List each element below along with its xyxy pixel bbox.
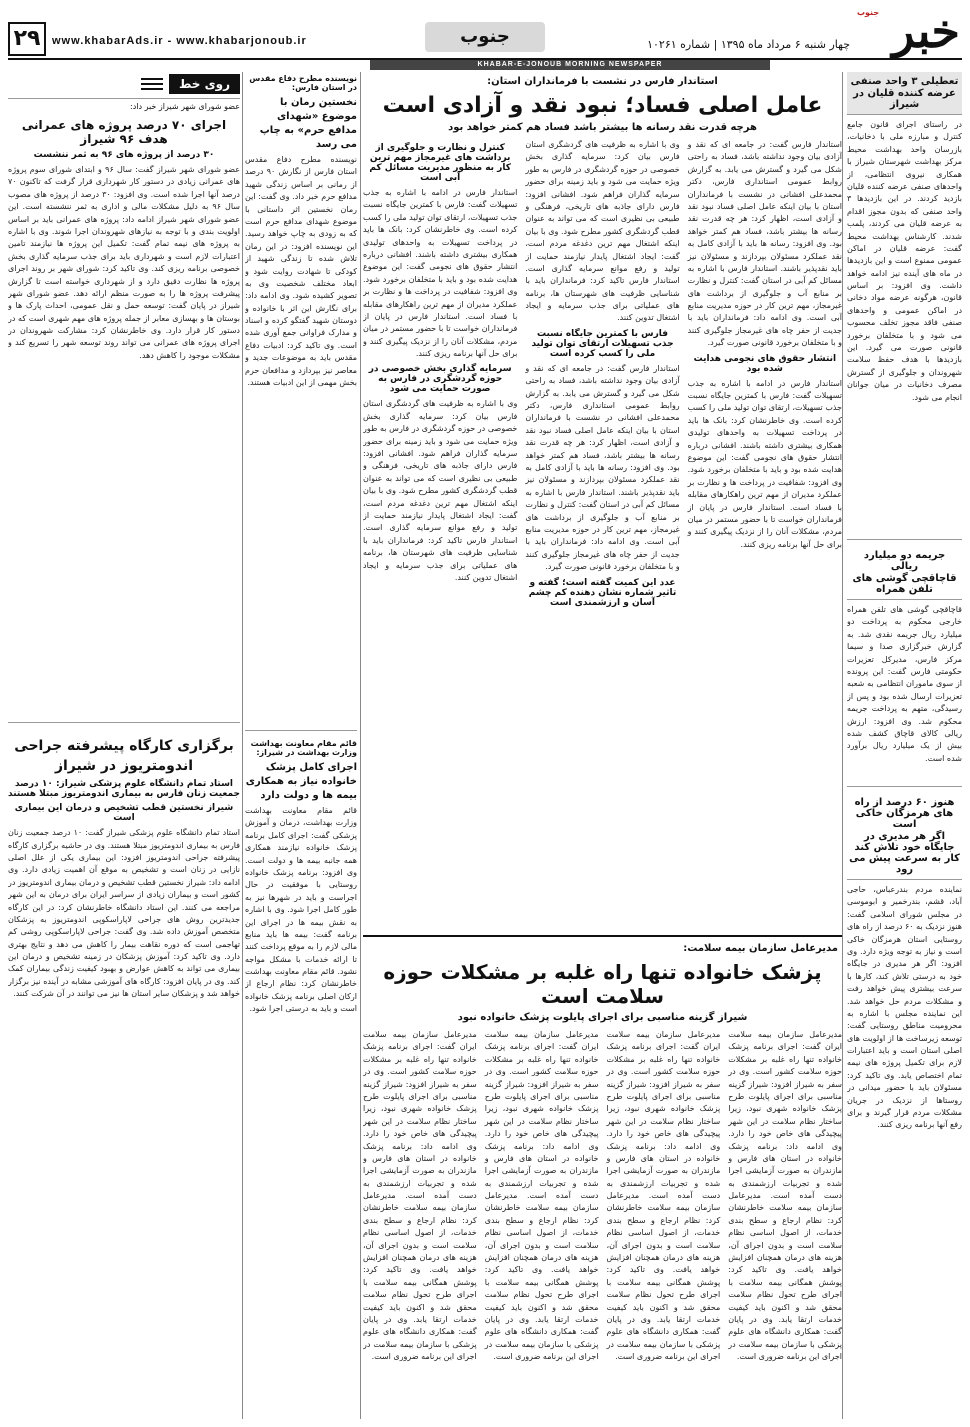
story-text: مدیرعامل سازمان بیمه سلامت ایران گفت: اجرای برنامه پزشک خانواده تنها راه غلبه بر مشکلات حوزه سلامت کشور است. وی در سفر به شیراز افزود: شیراز گزینه مناسبی برای اجرای پایلوت طرح پزشک خانواده شهری نبود، زیرا ساختار نظام سلامت در این شهر پیچیدگی های خاص خود را دارد. وی ادامه داد: برنامه پزشک خانواده در استان های فارس و مازندران به صورت آزمایشی اجرا شده و تجربیات ارزشمندی به دست آمده است. مدیرعامل سازمان بیمه سلامت خاطرنشان کرد: نظام ارجاع و سطح بندی خدمات، از اصول اساسی نظام سلامت است و بدون اجرای آن، هزینه های درمان همچنان افزایش خواهد یافت. وی تاکید کرد: پوشش همگانی بیمه سلامت با اجرای طرح تحول نظام سلامت محقق شد و اکنون باید کیفیت خدمات ارتقا یابد. وی در پایان گفت: همکاری دانشگاه های علوم پزشکی با سازمان بیمه سلامت در اجرای این برنامه ضروری است. [606, 1030, 721, 1362]
mid-body: نویسنده مطرح دفاع مقدس استان فارس از نگارش ۹۰ درصد از رمانی بر اساس زندگی شهید مدافع حرم خبر داد. وی گفت: این رمان نخستین اثر داستانی با موضوع شهدای مدافع حرم است که به زودی به چاپ خواهد رسید. این نویسنده افزود: در این رمان تلاش شده تا زندگی شهید از کودکی تا شهادت روایت شود و ابعاد مختلف شخصیت وی به تصویر کشیده شود. وی ادامه داد: برای نگارش این اثر با خانواده و دوستان شهید گفتگو کرده و اسناد و مدارک فراوانی جمع آوری شده است. وی تاکید کرد: ادبیات دفاع مقدس باید به موضوعات جدید و معاصر نیز بپردازد و مدافعان حرم بخش مهمی از این ادبیات هستند. [245, 155, 357, 388]
story-text: استاندار فارس در ادامه با اشاره به جذب تسهیلات گفت: فارس با کمترین جایگاه نسبت جذب تسهیلات، ارتقای توان تولید ملی را کسب کرده است. وی خاطرنشان کرد: بانک ها باید در پرداخت تسهیلات به واحدهای تولیدی همکاری بیشتری داشته باشند. افشانی درباره انتشار حقوق های نجومی گفت: این موضوع هدایت شده بود و باید با متخلفان برخورد شود. وی افزود: شفافیت در پرداخت ها و نظارت بر عملکرد مدیران از مهم ترین راهکارهای مقابله با فساد است. استاندار فارس در پایان از فرمانداران خواست تا با حضور مستمر در میان مردم، مشکلات آنان را از نزدیک پیگیری کنند و برای حل آنها برنامه ریزی کنند. [687, 378, 842, 549]
masthead [0, 0, 970, 70]
inline-heading: کنترل و نظارت و جلوگیری از برداشت های غیرمجاز مهم ترین کار به منظور مدیریت مسائل کم آبی است [369, 143, 511, 183]
story-divider [363, 935, 842, 937]
newspaper-logo [855, 4, 960, 66]
inline-heading: عدد این کمیت گفته است؛ گفته و تاثیر شماره نشان دهنده کم چشم آسان و ارزشمندی است [528, 577, 677, 608]
left-subhead: استاد تمام دانشگاه علوم پزشکی شیراز: ۱۰ درصد جمعیت زنان فارس به بیماری اندومتریوز مبتلا هستند [8, 779, 240, 800]
lines-icon [141, 76, 163, 92]
left-subhead: شیراز نخستین قطب تشخیص و درمان این بیماری است [14, 803, 234, 824]
divider [847, 786, 962, 787]
news-body: قاچاقچی گوشی های تلفن همراه خارجی محکوم به پرداخت دو میلیارد ریال جریمه نقدی شد. به گزارش خبرگزاری صدا و سیما مرکز فارس، مدیرکل تعزیرات حکومتی فارس گفت: این پرونده از سوی ماموران انتظامی به شعبه تعزیرات ارسال شده بود و پس از رسیدگی، متهم به پرداخت جریمه محکوم شد. وی افزود: ارزش ریالی کالای قاچاق کشف شده بیش از یک میلیارد ریال برآورد شده است. [847, 605, 962, 763]
mid-kicker: قائم مقام معاونت بهداشت وزارت بهداشت در شیراز: [250, 739, 357, 757]
left-headline[interactable]: اجرای ۷۰ درصد پروژه های عمرانی هدف ۹۶ شیراز [21, 118, 227, 146]
story-text: استاندار فارس گفت: در جامعه ای که نقد و آزادی بیان وجود نداشته باشد، فساد به راحتی شکل می گیرد و گسترش می یابد. به گزارش روابط عمومی استانداری فارس، دکتر محمدعلی افشانی در نشست با فرمانداران استان با بیان اینکه عامل اصلی فساد نبود نقد و آزادی است، اظهار کرد: هر چه قدرت نقد رسانه ها بیشتر باشد، فساد هم کمتر خواهد بود. وی افزود: رسانه ها باید با آزادی کامل به نقد عملکرد مسئولان بپردازند و مسئولان نیز باید نقدپذیر باشند. استاندار فارس با اشاره به مسائل کم آبی در استان گفت: کنترل و نظارت بر منابع آب و جلوگیری از برداشت های غیرمجاز، مهم ترین کار در حوزه مدیریت منابع آبی است. وی ادامه داد: فرمانداران باید با جدیت از حفر چاه های غیرمجاز جلوگیری کنند و با متخلفان برخورد قانونی صورت گیرد. [687, 140, 842, 348]
mid-headline[interactable]: نخستین رمان با موضوع «شهدای مدافع حرم» به چاپ می رسد [259, 97, 357, 150]
story-text: مدیرعامل سازمان بیمه سلامت ایران گفت: اجرای برنامه پزشک خانواده تنها راه غلبه بر مشکلات حوزه سلامت کشور است. وی در سفر به شیراز افزود: شیراز گزینه مناسبی برای اجرای پایلوت طرح پزشک خانواده شهری نبود، زیرا ساختار نظام سلامت در این شهر پیچیدگی های خاص خود را دارد. وی ادامه داد: برنامه پزشک خانواده در استان های فارس و مازندران به صورت آزمایشی اجرا شده و تجربیات ارزشمندی به دست آمده است. مدیرعامل سازمان بیمه سلامت خاطرنشان کرد: نظام ارجاع و سطح بندی خدمات، از اصول اساسی نظام سلامت است و بدون اجرای آن، هزینه های درمان همچنان افزایش خواهد یافت. وی تاکید کرد: پوشش همگانی بیمه سلامت با اجرای طرح تحول نظام سلامت محقق شد و اکنون باید کیفیت خدمات ارتقا یابد. وی در پایان گفت: همکاری دانشگاه های علوم پزشکی با سازمان بیمه سلامت در اجرای این برنامه ضروری است. [484, 1030, 599, 1362]
story2-kicker: مدیرعامل سازمان بیمه سلامت: [683, 943, 838, 954]
header-strip: KHABAR-E-JONOUB MORNING NEWSPAPER [370, 60, 770, 70]
main-column [363, 72, 842, 1419]
main-subhead: هرچه قدرت نقد رسانه ها بیشتر باشد فساد هم کمتر خواهد بود [448, 122, 757, 133]
story-text: وی با اشاره به ظرفیت های گردشگری استان فارس بیان کرد: سرمایه گذاری بخش خصوصی در حوزه گردشگری در فارس به طور ویژه حمایت می شود و باید زمینه برای حضور سرمایه گذاران فراهم شود. افشانی افزود: فارس دارای جاذبه های تاریخی، فرهنگی و طبیعی بی نظیری است که می تواند به عنوان قطب گردشگری کشور مطرح شود. وی با بیان اینکه اشتغال مهم ترین دغدغه مردم است، گفت: ایجاد اشتغال پایدار نیازمند حمایت از تولید و رفع موانع سرمایه گذاری است. استاندار فارس تاکید کرد: فرمانداران باید با شناسایی ظرفیت های شهرستان ها، برنامه های عملیاتی برای جذب سرمایه و ایجاد اشتغال تدوین کنند. [363, 399, 518, 582]
inline-heading: فارس با کمترین جایگاه نسبت جذب تسهیلات ارتقای توان تولید ملی را کسب کرده است [531, 328, 674, 359]
left-kicker: عضو شورای شهر شیراز خبر داد: [130, 102, 240, 111]
section-label: جنوب [425, 22, 545, 52]
text-column [525, 139, 679, 929]
ruye-khat-banner [8, 72, 240, 99]
story2-headline[interactable]: پزشک خانواده تنها راه غلبه بر مشکلات حوزه سلامت است [383, 960, 822, 1008]
story2-body [363, 1029, 842, 1419]
news-subtitle: عرضه کننده قلیان در شیراز [847, 88, 962, 115]
news-title: تعطیلی ۳ واحد صنفی [850, 76, 959, 87]
story-text: مدیرعامل سازمان بیمه سلامت ایران گفت: اجرای برنامه پزشک خانواده تنها راه غلبه بر مشکلات حوزه سلامت کشور است. وی در سفر به شیراز افزود: شیراز گزینه مناسبی برای اجرای پایلوت طرح پزشک خانواده شهری نبود، زیرا ساختار نظام سلامت در این شهر پیچیدگی های خاص خود را دارد. وی ادامه داد: برنامه پزشک خانواده در استان های فارس و مازندران به صورت آزمایشی اجرا شده و تجربیات ارزشمندی به دست آمده است. مدیرعامل سازمان بیمه سلامت خاطرنشان کرد: نظام ارجاع و سطح بندی خدمات، از اصول اساسی نظام سلامت است و بدون اجرای آن، هزینه های درمان همچنان افزایش خواهد یافت. وی تاکید کرد: پوشش همگانی بیمه سلامت با اجرای طرح تحول نظام سلامت محقق شد و اکنون باید کیفیت خدمات ارتقا یابد. وی در پایان گفت: همکاری دانشگاه های علوم پزشکی با سازمان بیمه سلامت در اجرای این برنامه ضروری است. [728, 1030, 842, 1362]
mid-body: قائم مقام معاونت بهداشت وزارت بهداشت، درمان و آموزش پزشکی گفت: اجرای کامل برنامه پزشک خانواده نیازمند همکاری همه جانبه بیمه ها و دولت است. وی افزود: برنامه پزشک خانواده روستایی با موفقیت در حال اجراست و باید در شهرها نیز به طور کامل اجرا شود. وی با اشاره به نقش بیمه ها در اجرای این برنامه گفت: بیمه ها باید منابع مالی لازم را به موقع پرداخت کنند تا ارائه خدمات با مشکل مواجه نشود. قائم مقام معاونت بهداشت خاطرنشان کرد: نظام ارجاع از ارکان اصلی برنامه پزشک خانواده است و باید به درستی اجرا شود. [245, 806, 357, 1014]
column-divider [842, 72, 843, 1419]
divider [245, 730, 357, 731]
main-story-body [363, 139, 842, 929]
news-subtitle: قاچاقچی گوشی های تلفن همراه [847, 573, 962, 600]
section-badge: روی خط [169, 74, 240, 94]
page-number: ۲۹ [8, 22, 46, 56]
story-text: وی با اشاره به ظرفیت های گردشگری استان فارس بیان کرد: سرمایه گذاری بخش خصوصی در حوزه گردشگری در فارس به طور ویژه حمایت می شود و باید زمینه برای حضور سرمایه گذاران فراهم شود. افشانی افزود: فارس دارای جاذبه های تاریخی، فرهنگی و طبیعی بی نظیری است که می تواند به عنوان قطب گردشگری کشور مطرح شود. وی با بیان اینکه اشتغال مهم ترین دغدغه مردم است، گفت: ایجاد اشتغال پایدار نیازمند حمایت از تولید و رفع موانع سرمایه گذاری است. استاندار فارس تاکید کرد: فرمانداران باید با شناسایی ظرفیت های شهرستان ها، برنامه های عملیاتی برای جذب سرمایه و ایجاد اشتغال تدوین کنند. [525, 140, 680, 323]
right-column [847, 72, 962, 1419]
main-headline[interactable]: عامل اصلی فساد؛ نبود نقد و آزادی است [382, 93, 823, 118]
column-divider [242, 72, 243, 1419]
left-column [8, 72, 240, 1419]
mid-kicker: نویسنده مطرح دفاع مقدس در استان فارس: [249, 74, 357, 92]
story-text: استاندار فارس در ادامه با اشاره به جذب تسهیلات گفت: فارس با کمترین جایگاه نسبت جذب تسهیلات، ارتقای توان تولید ملی را کسب کرده است. وی خاطرنشان کرد: بانک ها باید در پرداخت تسهیلات به واحدهای تولیدی همکاری بیشتری داشته باشند. افشانی درباره انتشار حقوق های نجومی گفت: این موضوع هدایت شده بود و باید با متخلفان برخورد شود. وی افزود: شفافیت در پرداخت ها و نظارت بر عملکرد مدیران از مهم ترین راهکارهای مقابله با فساد است. استاندار فارس در پایان از فرمانداران خواست تا با حضور مستمر در میان مردم، مشکلات آنان را از نزدیک پیگیری کنند و برای حل آنها برنامه ریزی کنند. [363, 188, 518, 359]
logo-text: خبر [892, 4, 960, 58]
middle-column [245, 72, 357, 1419]
date-issue-line: چهار شنبه ۶ مرداد ماه ۱۳۹۵ | شماره ۱۰۲۶۱ [647, 38, 850, 51]
news-body: در راستای اجرای قانون جامع کنترل و مبارزه ملی با دخانیات، بازرسان واحد بهداشت محیط مرکز بهداشت شهرستان شیراز با همکاری نیروی انتظامی، از واحدهای صنفی عرضه کننده قلیان بازدید کردند. در این بازدیدها ۳ واحد صنفی که بدون مجوز اقدام به عرضه قلیان می کردند، پلمب شدند. کارشناس بهداشت محیط گفت: عرضه قلیان در اماکن عمومی ممنوع است و این بازدیدها در ماه های آینده نیز ادامه خواهد داشت. وی افزود: بر اساس قانون، هرگونه عرضه مواد دخانی در اماکن عمومی و واحدهای صنفی فاقد مجوز تخلف محسوب می شود و با متخلفان برخورد قانونی صورت می گیرد. این بازدیدها با هدف حفظ سلامت شهروندان و جلوگیری از گسترش مصرف دخانیات در میان جوانان انجام می شود. [847, 120, 962, 402]
column-divider [360, 72, 361, 1419]
left-body: استاد تمام دانشگاه علوم پزشکی شیراز گفت: ۱۰ درصد جمعیت زنان فارس به بیماری اندومتریوز مبتلا هستند. وی در حاشیه برگزاری کارگاه پیشرفته جراحی اندومتریوز افزود: این بیماری یکی از علل اصلی نازایی در زنان است و تشخیص به موقع آن اهمیت زیادی دارد. وی ادامه داد: شیراز نخستین قطب تشخیص و درمان بیماری اندومتریوز در کشور است و بیماران زیادی از سراسر ایران برای درمان به این شهر مراجعه می کنند. این استاد دانشگاه خاطرنشان کرد: در این کارگاه جدیدترین روش های جراحی لاپاراسکوپی اندومتریوز به پزشکان متخصص آموزش داده شد. وی گفت: جراحی لاپاراسکوپی روشی کم تهاجمی است که دوره نقاهت بیمار را کاهش می دهد و نتایج بهتری دارد. وی تاکید کرد: آموزش پزشکان در زمینه تشخیص و درمان این بیماری می تواند به کاهش عوارض و بهبود کیفیت زندگی بیماران کمک کند. وی در پایان افزود: کارگاه های آموزشی مشابه در آینده نیز برگزار خواهد شد و پزشکان سایر استان ها نیز می توانند در آن شرکت کنند. [8, 828, 240, 999]
news-item[interactable] [847, 546, 962, 600]
news-item[interactable] [847, 72, 962, 115]
left-headline[interactable]: برگزاری کارگاه پیشرفته جراحی اندومتریوز در شیراز [14, 738, 234, 774]
story-text: مدیرعامل سازمان بیمه سلامت ایران گفت: اجرای برنامه پزشک خانواده تنها راه غلبه بر مشکلات حوزه سلامت کشور است. وی در سفر به شیراز افزود: شیراز گزینه مناسبی برای اجرای پایلوت طرح پزشک خانواده شهری نبود، زیرا ساختار نظام سلامت در این شهر پیچیدگی های خاص خود را دارد. وی ادامه داد: برنامه پزشک خانواده در استان های فارس و مازندران به صورت آزمایشی اجرا شده و تجربیات ارزشمندی به دست آمده است. مدیرعامل سازمان بیمه سلامت خاطرنشان کرد: نظام ارجاع و سطح بندی خدمات، از اصول اساسی نظام سلامت است و بدون اجرای آن، هزینه های درمان همچنان افزایش خواهد یافت. وی تاکید کرد: پوشش همگانی بیمه سلامت با اجرای طرح تحول نظام سلامت محقق شد و اکنون باید کیفیت خدمات ارتقا یابد. وی در پایان گفت: همکاری دانشگاه های علوم پزشکی با سازمان بیمه سلامت در اجرای این برنامه ضروری است. [363, 1030, 477, 1362]
logo-subtitle: جنوب [857, 8, 880, 17]
main-kicker: استاندار فارس در نشست با فرمانداران استان: [487, 76, 718, 87]
inline-heading: سرمایه گذاری بخش خصوصی در حوزه گردشگری در فارس به صورت حمایت می شود [368, 364, 512, 395]
left-subhead: ۳۰ درصد از پروژه های ۹۶ به ثمر ننشست [33, 150, 215, 160]
divider [847, 539, 962, 540]
website-url[interactable]: www.khabarAds.ir - www.khabarjonoub.ir [52, 35, 307, 47]
inline-heading: انتشار حقوق های نجومی هدایت شده بود [693, 353, 837, 374]
mid-headline[interactable]: اجرای کامل پزشک خانواده نیاز به همکاری بیمه ها و دولت دارد [245, 762, 357, 801]
story2-subhead: شیراز گزینه مناسبی برای اجرای پایلوت پزشک خانواده نبود [457, 1012, 748, 1023]
news-title: جریمه دو میلیارد ریالی [863, 550, 946, 572]
story-text: استاندار فارس گفت: در جامعه ای که نقد و آزادی بیان وجود نداشته باشد، فساد به راحتی شکل می گیرد و گسترش می یابد. به گزارش روابط عمومی استانداری فارس، دکتر محمدعلی افشانی در نشست با فرمانداران استان با بیان اینکه عامل اصلی فساد نبود نقد و آزادی است، اظهار کرد: هر چه قدرت نقد رسانه ها بیشتر باشد، فساد هم کمتر خواهد بود. وی افزود: رسانه ها باید با آزادی کامل به نقد عملکرد مسئولان بپردازند و مسئولان نیز باید نقدپذیر باشند. استاندار فارس با اشاره به مسائل کم آبی در استان گفت: کنترل و نظارت بر منابع آب و جلوگیری از برداشت های غیرمجاز، مهم ترین کار در حوزه مدیریت منابع آبی است. وی ادامه داد: فرمانداران باید با جدیت از حفر چاه های غیرمجاز جلوگیری کنند و با متخلفان برخورد قانونی صورت گیرد. [525, 363, 680, 572]
left-body: عضو شورای شهر شیراز گفت: سال ۹۶ و ابتدای شورای سوم پروژه های عمرانی زیادی در دستور کار شهرداری قرار گرفت که تاکنون ۷۰ درصد آنها اجرا شده است. وی افزود: ۳۰ درصد از پروژه های مصوب سال ۹۶ به دلیل مشکلات مالی و اداری به ثمر ننشسته است. این عضو شورای شهر شیراز ادامه داد: پروژه های عمرانی باید بر اساس اولویت بندی و با توجه به نیازهای شهروندان اجرا شوند. وی با اشاره به پروژه های نیمه تمام گفت: تکمیل این پروژه ها نیازمند تامین اعتبارات لازم است و شهرداری باید برای جذب سرمایه گذاری بخش خصوصی برنامه ریزی کند. وی تاکید کرد: شورای شهر بر روند اجرای پروژه ها نظارت دقیق دارد و از شهرداری خواسته است تا گزارش پیشرفت پروژه ها را به صورت منظم ارائه دهد. عضو شورای شهر شیراز در پایان گفت: توسعه حمل و نقل عمومی، احداث پارک ها و بوستان ها و بهسازی معابر از جمله پروژه های مهم شهری است که در دستور کار قرار دارد. وی خاطرنشان کرد: مشارکت شهروندان در اجرای پروژه های عمرانی می تواند روند توسعه شهر را تسریع کند و مشکلات موجود را کاهش دهد. [8, 165, 240, 360]
news-item[interactable] [847, 793, 962, 880]
divider [8, 722, 240, 723]
news-body: نماینده مردم بندرعباس، حاجی آباد، قشم، بندرخمیر و ابوموسی در مجلس شورای اسلامی گفت: هنوز نزدیک به ۶۰ درصد از راه های روستایی استان هرمزگان خاکی است و نیاز به توجه ویژه دارد. وی افزود: اگر هر مدیری در جایگاه خود به درستی تلاش کند، کارها با سرعت بیشتری پیش خواهد رفت و مشکلات مردم حل خواهد شد. این نماینده مجلس با اشاره به محرومیت مناطق روستایی گفت: توسعه زیرساخت ها از اولویت های اصلی استان است و باید اعتبارات لازم برای تکمیل پروژه های نیمه تمام اختصاص یابد. وی تاکید کرد: مسئولان باید با حضور میدانی در روستاها از نزدیک در جریان مشکلات مردم قرار گیرند و برای رفع آنها برنامه ریزی کنند. [847, 885, 962, 1130]
text-column [688, 139, 842, 929]
news-subtitle: اگر هر مدیری در جایگاه خود تلاش کند کار به سرعت پیش می رود [847, 831, 962, 880]
text-column [363, 139, 517, 929]
news-title: هنوز ۶۰ درصد از راه های هرمزگان خاکی است [854, 797, 955, 830]
